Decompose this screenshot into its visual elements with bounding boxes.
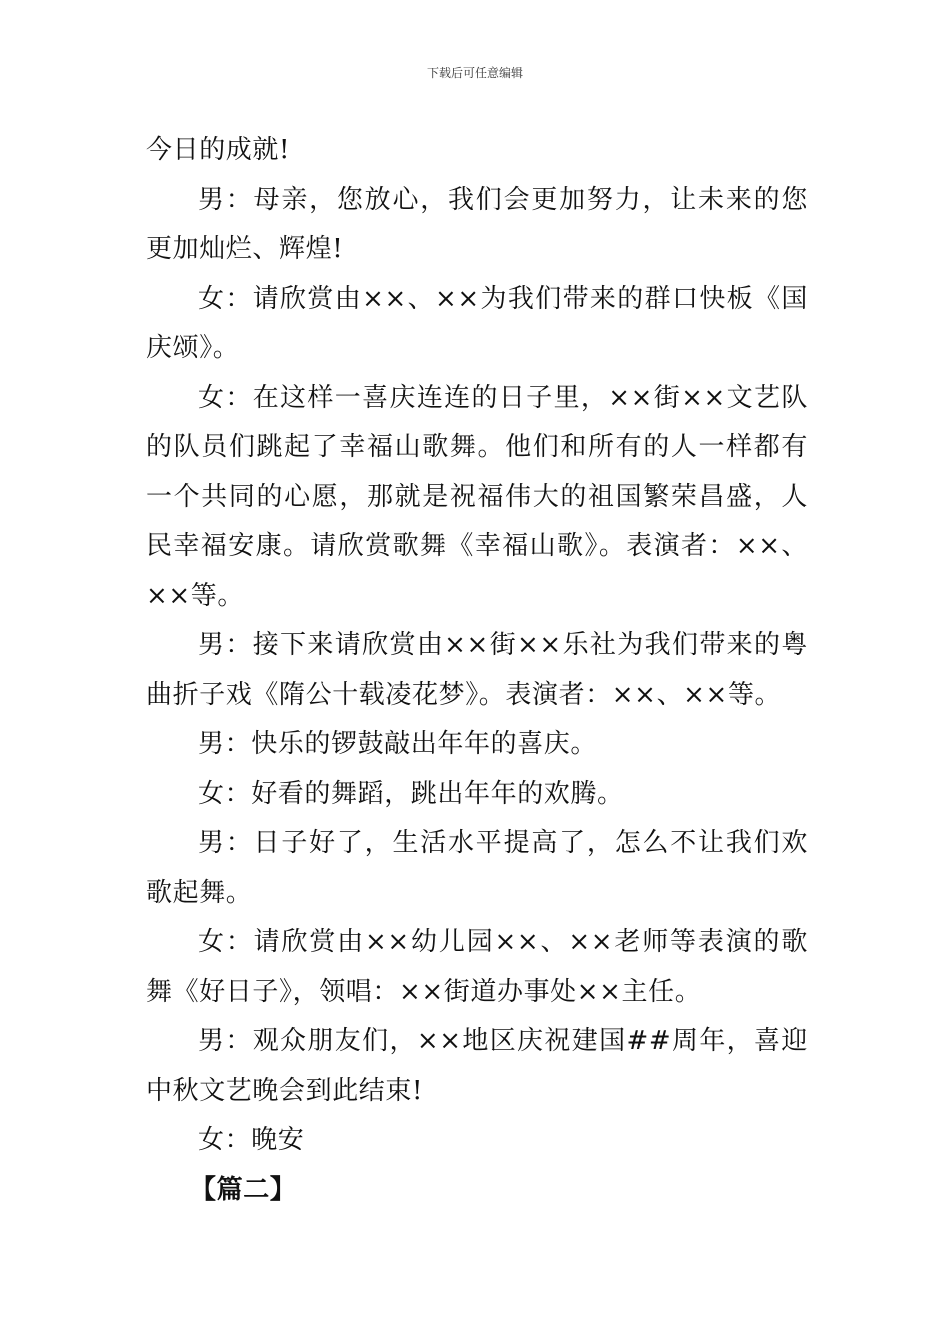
- paragraph: 女：在这样一喜庆连连的日子里，××街××文艺队的队员们跳起了幸福山歌舞。他们和所有的人一样都有一个共同的心愿，那就是祝福伟大的祖国繁荣昌盛，人民幸福安康。请欣赏歌舞《幸福山歌》。表演者：××、××等。: [146, 382, 808, 611]
- paragraph: 男：接下来请欣赏由××街××乐社为我们带来的粤曲折子戏《隋公十载凌花梦》。表演者：××、××等。: [146, 630, 808, 710]
- page-header: 下载后可任意编辑: [426, 66, 523, 80]
- paragraph: 男：快乐的锣鼓敲出年年的喜庆。: [198, 729, 598, 759]
- document-body: [146, 126, 808, 1215]
- paragraph: 女：晚安: [198, 1125, 305, 1155]
- paragraph: 女：请欣赏由××、××为我们带来的群口快板《国庆颂》。: [146, 283, 808, 363]
- paragraph: 女：好看的舞蹈，跳出年年的欢腾。: [198, 778, 624, 809]
- paragraph: 男：母亲，您放心，我们会更加努力，让未来的您更加灿烂、辉煌!: [146, 184, 808, 264]
- paragraph-continuation: 今日的成就!: [146, 135, 291, 165]
- paragraph: 男：日子好了，生活水平提高了，怎么不让我们欢歌起舞。: [146, 828, 808, 908]
- paragraph: 男：观众朋友们，××地区庆祝建国##周年，喜迎中秋文艺晚会到此结束!: [146, 1026, 808, 1106]
- section-title: 【篇二】: [190, 1174, 297, 1205]
- paragraph: 女：请欣赏由××幼儿园××、××老师等表演的歌舞《好日子》，领唱：××街道办事处××主任。: [146, 927, 808, 1007]
